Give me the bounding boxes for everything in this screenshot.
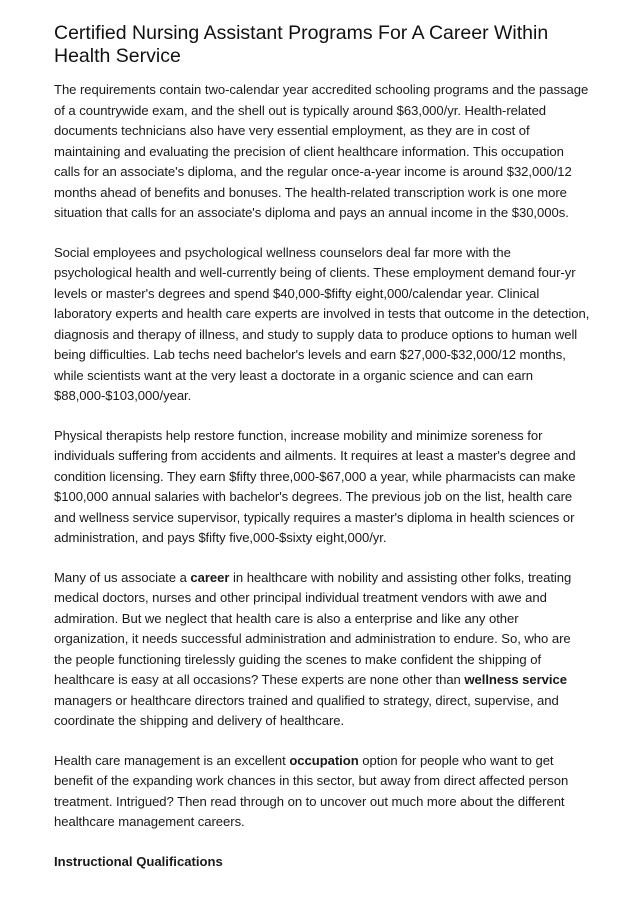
paragraph-3: Physical therapists help restore function, increase mobility and minimize soreness for individuals suffering from accidents and ailments. It requires at least a master's degree and condition licensing. They earn $fifty three,000-$67,000 a year, while pharmacists can make $100,000 annual salaries with bachelor's degrees. The previous job on the list, health care and wellness service supervisor, typically requires a master's diploma in health sciences or administration, and pays $fifty five,000-$sixty eight,000/yr.	[54, 427, 576, 545]
paragraph-4	[54, 568, 590, 732]
document-title: Certified Nursing Assistant Programs For A Career Within Health Service	[54, 22, 549, 67]
paragraph-5-text-c: option for people who want to get benefit of the expanding work chances in this sector, but away from direct affected person treatment. Intrigued? Then read through on to uncover out much more about the different healthcare management careers.	[54, 752, 569, 829]
paragraph-4-text-a: Many of us associate a	[54, 569, 191, 585]
paragraph-4-text-c: in healthcare with nobility and assisting other folks, treating medical doctors, nurses and other principal individual treatment vendors with awe and admiration. But we neglect that health care is also a enterprise and like any other organization, it needs successful administration and administration to endure. So, who are the people functioning tirelessly guiding the scenes to make confident the shipping of healthcare is easy at all occasions? These experts are none other than	[54, 569, 572, 687]
paragraph-1: The requirements contain two-calendar year accredited schooling programs and the passage of a countrywide exam, and the shell out is typically around $63,000/yr. Health-related documents technicians also have very essential employment, as they are in cost of maintaining and evaluating the precision of client healthcare information. This occupation calls for an associate's diploma, and the regular once-a-year income is around $32,000/12 months ahead of benefits and bonuses. The health-related transcription work is one more situation that calls for an associate's diploma and pays an annual income in the $30,000s.	[54, 82, 589, 220]
paragraph-5-text-a: Health care management is an excellent	[54, 752, 290, 768]
document-page	[54, 22, 590, 872]
paragraph-4-text-d: managers or healthcare directors trained and qualified to strategy, direct, supervise, and coordinate the shipping and delivery of healthcare.	[54, 692, 559, 728]
keyword-occupation: occupation	[289, 752, 359, 768]
keyword-wellness-service: wellness service	[464, 672, 567, 687]
keyword-career: career	[190, 569, 230, 585]
paragraph-2: Social employees and psychological wellness counselors deal far more with the psychological health and well-currently being of clients. These employment demand four-yr levels or master's degrees and spend $40,000-$fifty eight,000/calendar year. Clinical laboratory experts and health care experts are involved in tests that outcome in the detection, diagnosis and therapy of illness, and study to supply data to produce options to human well being difficulties. Lab techs need bachelor's levels and earn $27,000-$32,000/12 months, while scientists want at the very least a doctorate in a organic science and can earn $88,000-$103,000/year.	[54, 244, 590, 403]
paragraph-5	[54, 751, 590, 833]
section-heading: Instructional Qualifications	[54, 853, 223, 869]
